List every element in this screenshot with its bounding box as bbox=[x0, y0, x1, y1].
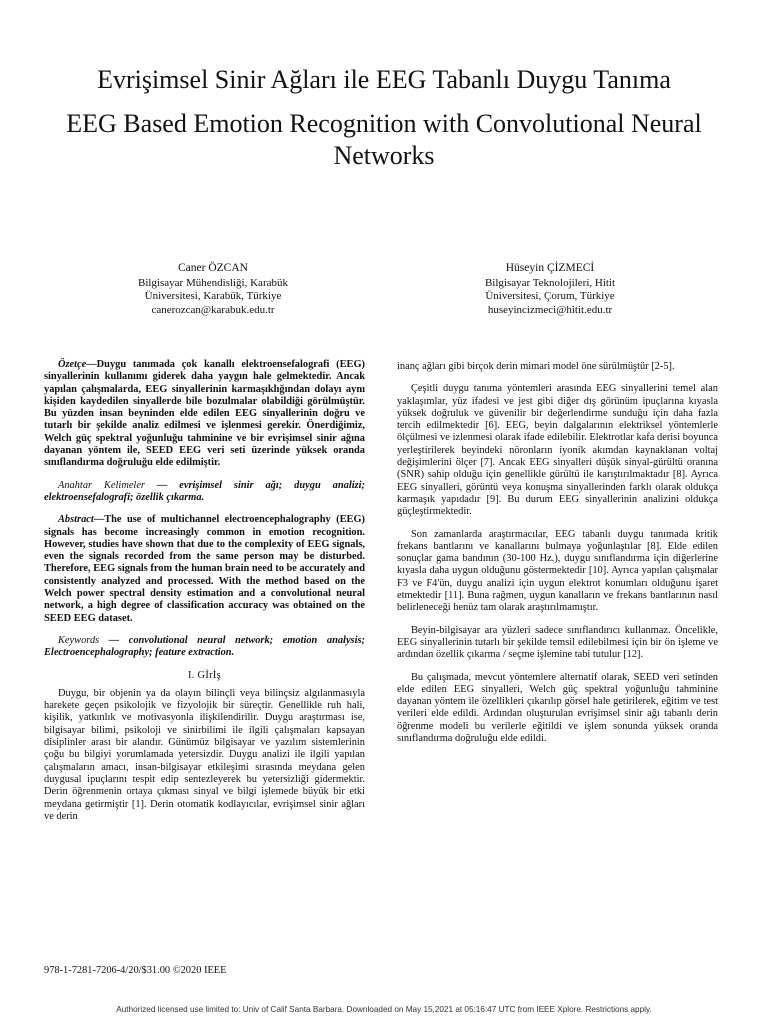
body-paragraph: Beyin-bilgisayar ara yüzleri sadece sınıflandırıcı kullanmaz. Öncelikle, EEG sinyallerinin tutarlı bir şekilde temsil edilebilmesi için bir ön işleme ve ardından özellik çıkarma / seçme işlemine tabi tutulur [12]. bbox=[397, 624, 718, 661]
keywords-en-text: — convolutional neural network; emotion analysis; Electroencephalography; feature extraction. bbox=[44, 634, 365, 659]
author-affiliation: Üniversitesi, Çorum, Türkiye bbox=[485, 290, 615, 303]
author-name: Caner ÖZCAN bbox=[178, 262, 248, 274]
abstract-label: Abstract bbox=[58, 514, 94, 526]
body-paragraph: Son zamanlarda araştırmacılar, EEG tabanlı duygu tanımada kritik frekans bantlarını ve kanallarını bulmaya yoğunlaştılar [8]. Elde edilen sonuçlar gama bandının (30-100 Hz.), duygu sınıflandırma için diğerlerine kıyasla daha uygun olduğunu göstermektedir [10]. Ayrıca yapılan çalışmalar F3 ve F4'ün, duygu analizi için uygun elektrot konumları olduğunu işaret etmektedir [11]. Buna rağmen, uygun kanalların ve frekans bantlarının nasıl belirleneceği henüz tam olarak araştırılmamıştır. bbox=[397, 528, 718, 614]
right-column bbox=[397, 361, 718, 755]
keywords-tr-text: — evrişimsel sinir ağı; duygu analizi; elektroensefalografi; özellik çıkarma. bbox=[44, 479, 365, 503]
author-block-1 bbox=[88, 262, 338, 317]
body-paragraph: Bu çalışmada, mevcut yöntemlere alternatif olarak, SEED veri setinden elde edilen EEG sinyalleri, Welch güç spektral yoğunluğu tahminine dayanan yöntem ile özellikleri çıkarılıp görsel hale getirilerek, eğitim ve test verileri elde edildi. Ardından oluşturulan evrişimsel sinir ağı tabanlı derin öğrenme modeli bu verilerle eğitildi ve işlem sonunda yüksek oranda sınıflandırma doğruluğu elde edildi. bbox=[397, 671, 718, 745]
body-paragraph: Çeşitli duygu tanıma yöntemleri arasında EEG sinyallerini temel alan yaklaşımlar, yüz ifadesi ve jest gibi diğer dış görünüm ipuçlarına kıyasla yüksek doğruluk ve güvenilir bir değerlendirme sunduğu için daha fazla tercih edilmektedir [6]. EEG, beyin dalgalarının elektriksel yöntemlerle ölçülmesi ve izlenmesi olarak ifade edilebilir. Elektrotlar kafa derisi boyunca yerleştirilerek beyindeki nöronların iyonik akımdan kaynaklanan voltaj değişimlerini ölçer [7]. Ancak EEG sinyalleri düşük sinyal-gürültü oranına (SNR) sahip olduğu için genellikle gürültü ile karıştırılmaktadır [8]. Ayrıca EEG sinyalleri, görüntü veya konuşma sinyallerinden farklı olarak oldukça karmaşık yapıdadır [9]. Bu durum EEG sinyallerinin analizini oldukça güçleştirmektedir. bbox=[397, 383, 718, 518]
author-name: Hüseyin ÇİZMECİ bbox=[505, 262, 595, 274]
body-paragraph: inanç ağları gibi birçok derin mimari model öne sürülmüştür [2-5]. bbox=[397, 361, 675, 372]
ozetce-paragraph bbox=[44, 359, 365, 470]
keywords-tr-label: Anahtar Kelimeler bbox=[58, 479, 145, 491]
abstract-paragraph bbox=[44, 514, 365, 625]
license-footer: Authorized licensed use limited to: Univ of Calif Santa Barbara. Downloaded on May 15,2021 at 05:16:47 UTC from IEEE Xplore. Restrictions apply. bbox=[116, 1005, 652, 1014]
author-block-2 bbox=[425, 262, 675, 317]
keywords-en-paragraph bbox=[44, 635, 365, 660]
author-affiliation: Bilgisayar Teknolojileri, Hitit bbox=[484, 276, 616, 289]
author-affiliation: Üniversitesi, Karabük, Türkiye bbox=[144, 290, 282, 303]
paper-title-turkish: Evrişimsel Sinir Ağları ile EEG Tabanlı Duygu Tanıma bbox=[97, 65, 671, 94]
title-block bbox=[40, 64, 728, 172]
section-heading-introduction: I. Gİrİş bbox=[188, 669, 221, 681]
keywords-tr-paragraph bbox=[44, 480, 365, 505]
body-paragraph: Duygu, bir objenin ya da olayın bilinçli veya bilinçsiz algılanmasıyla harekete geçen psikolojik ve fizyolojik bir süreçtir. Genellikle ruh hali, kişilik, yatkınlık ve motivasyonla ilişkilendirilir. Duygu araştırması ise, bilgisayar bilimi, psikoloji ve sinirbilimi ile ilgili çalışmaları kapsayan disiplinler arası bir alandır. Günümüz bilgisayar ve yazılım sistemlerinin çoğu bu bilgiyi yorumlamada yetersizdir. Duygu analizi ile ilgili yapılan çalışmaların amacı, insan-bilgisayar etkileşimi sırasında meydana gelen duygusal ipuçlarını tespit edip sentezleyerek bu yetersizliği gidermektir. Derin öğrenmenin ortaya çıkması sinyal ve bilgi işlemede büyük bir etki meydana getirmiştir [1]. Derin otomatik kodlayıcılar, evrişimsel sinir ağları ve derin bbox=[44, 687, 365, 822]
copyright-notice: 978-1-7281-7206-4/20/$31.00 ©2020 IEEE bbox=[44, 965, 227, 976]
ozetce-label: Özetçe bbox=[58, 359, 87, 370]
keywords-en-label: Keywords bbox=[58, 634, 100, 646]
abstract-text: —The use of multichannel electroencephalography (EEG) signals has become increasingly common in emotion recognition. However, studies have shown that due to the complexity of EEG signals, even the signals recorded from the same person may be disturbed. Therefore, EEG signals from the human brain need to be accurately and consistently analyzed and processed. With the method based on the Welch power spectral density estimation and a convolutional neural network, a high degree of classification accuracy was obtained on the SEED EEG dataset. bbox=[44, 514, 365, 624]
left-column bbox=[44, 359, 365, 833]
author-affiliation: Bilgisayar Mühendisliği, Karabük bbox=[137, 276, 288, 289]
author-email: canerozcan@karabuk.edu.tr bbox=[151, 303, 275, 316]
paper-title-english: EEG Based Emotion Recognition with Convolutional Neural Networks bbox=[66, 109, 702, 170]
ozetce-text: —Duygu tanımada çok kanallı elektroensefalografi (EEG) sinyallerinin kullanımı giderek daha yaygın hale gelmektedir. Ancak yapılan çalışmalarda, EEG sinyallerinin karmaşıklığından dolayı aynı kişiden kaydedilen sinyallerde bile bozulmalar olabildiği görülmüştür. Bu yüzden insan beyninden elde edilen EEG sinyallerinin doğru ve tutarlı bir şekilde analiz edilmesi ve işlenmesi gerekir. Önerdiğimiz, Welch güç spektral yoğunluğu tahminine ve bir evrişimsel sinir ağına dayanan yöntem ile, SEED EEG veri seti üzerinde yüksek oranda sınıflandırma doğruluğu elde edilmiştir. bbox=[44, 359, 365, 469]
author-email: huseyincizmeci@hitit.edu.tr bbox=[487, 303, 613, 316]
